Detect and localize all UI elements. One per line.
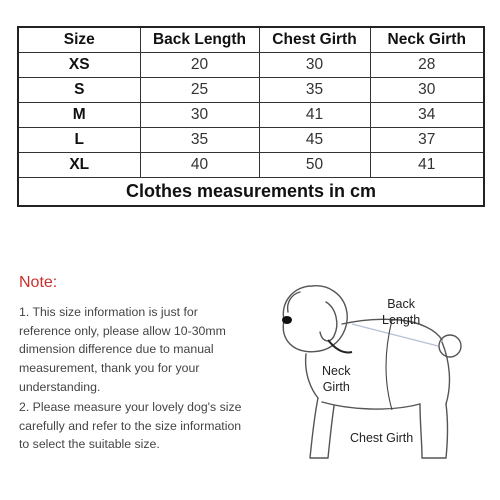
size-label: M <box>18 103 140 128</box>
header-size: Size <box>18 27 140 53</box>
neck-girth-value: 34 <box>370 103 484 128</box>
back-length-value: 35 <box>140 128 259 153</box>
chest-girth-label: Chest Girth <box>350 431 414 445</box>
back-length-value: 20 <box>140 53 259 78</box>
back-length-value: 25 <box>140 78 259 103</box>
neck-girth-value: 30 <box>370 78 484 103</box>
table-caption-row <box>18 178 484 207</box>
back-length-value: 30 <box>140 103 259 128</box>
note-paragraph-1: 1. This size information is just for reference only, please allow 10-30mm dimension difference due to manual measurement, thank you for your understanding. <box>19 305 226 394</box>
dog-measurement-diagram <box>270 272 490 472</box>
chest-girth-value: 45 <box>259 128 370 153</box>
table-header-row <box>18 27 484 53</box>
note-paragraph-2: 2. Please measure your lovely dog's size carefully and refer to the size information to select the suitable size. <box>19 400 242 452</box>
chest-girth-value: 50 <box>259 153 370 178</box>
table-row <box>18 53 484 78</box>
neck-girth-value: 28 <box>370 53 484 78</box>
size-label: S <box>18 78 140 103</box>
chest-girth-value: 35 <box>259 78 370 103</box>
size-chart-table <box>17 26 485 207</box>
neck-girth-value: 41 <box>370 153 484 178</box>
size-label: L <box>18 128 140 153</box>
header-chest-girth: Chest Girth <box>259 27 370 53</box>
header-neck-girth: Neck Girth <box>370 27 484 53</box>
chest-girth-value: 30 <box>259 53 370 78</box>
header-back-length: Back Length <box>140 27 259 53</box>
table-row <box>18 103 484 128</box>
table-caption: Clothes measurements in cm <box>18 178 484 207</box>
table-row <box>18 78 484 103</box>
neck-girth-value: 37 <box>370 128 484 153</box>
nose-icon <box>282 316 292 324</box>
back-length-label: Back Length <box>382 297 421 327</box>
neck-girth-label: Neck Girth <box>322 364 351 394</box>
table-row <box>18 153 484 178</box>
size-label: XS <box>18 53 140 78</box>
chest-girth-value: 41 <box>259 103 370 128</box>
size-label: XL <box>18 153 140 178</box>
back-length-value: 40 <box>140 153 259 178</box>
table-row <box>18 128 484 153</box>
note-title: Note: <box>19 274 58 291</box>
